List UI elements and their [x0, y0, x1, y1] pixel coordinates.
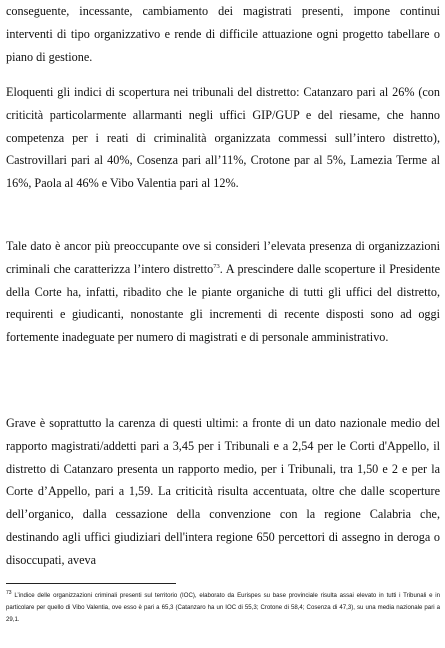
footnote-number: 73	[6, 589, 12, 596]
footnote-separator	[6, 583, 176, 584]
footnote-73	[6, 590, 440, 627]
paragraph-3	[6, 235, 440, 349]
footnote-reference-73[interactable]: 73	[213, 262, 220, 270]
footnote-text: L’indice delle organizzazioni criminali presenti sul territorio (IOC), elaborato da Eurispes su base provinciale risulta assai elevato in tutti i Tribunali e in particolare per quello di Vibo Valentia, ove esso è pari a 65,3 (Catanzaro ha un IOC di 55,3; Crotone di 58,4; Cosenza di 47,3), su una media nazionale pari a 29,1.	[6, 592, 440, 624]
paragraph-4: Grave è soprattutto la carenza di questi ultimi: a fronte di un dato nazionale medio del rapporto magistrati/addetti pari a 3,45 per i Tribunali e a 2,54 per le Corti d'Appello, il distretto di Catanzaro presenta un rapporto medio, per i Tribunali, tra 1,50 e 2 e per la Corte d’Appello, pari a 1,59. La criticità risulta accentuata, oltre che dalle scoperture dell’organico, dalla cessazione della convenzione con la regione Calabria che, destinando agli uffici giudiziari dell'intera regione 650 percettori di assegno in deroga o disoccupati, aveva	[6, 416, 440, 567]
paragraph-3-text-start: Tale dato è ancor più preoccupante ove si consideri l’elevata presenza di organizzazioni criminali che caratterizza l’intero distretto	[6, 239, 440, 276]
paragraph-1: conseguente, incessante, cambiamento dei magistrati presenti, impone continui interventi di tipo organizzativo e rende di difficile attuazione ogni progetto tabellare o piano di gestione.	[6, 4, 440, 64]
paragraph-3-text-end: . A prescindere dalle scoperture il Presidente della Corte ha, infatti, ribadito che le piante organiche di tutti gli uffici del distretto, requirenti e giudicanti, nonostante gli incrementi di recente disposti sono ad oggi fortemente inadeguate per numero di magistrati e di personale amministrativo.	[6, 261, 440, 345]
paragraph-2: Eloquenti gli indici di scopertura nei tribunali del distretto: Catanzaro pari al 26% (con criticità particolarmente allarmanti negli uffici GIP/GUP e del riesame, che hanno competenza per i reati di criminalità organizzata commessi sull’intero distretto), Castrovillari pari al 40%, Cosenza pari all’11%, Crotone par al 5%, Lamezia Terme al 16%, Paola al 46% e Vibo Valentia pari al 12%.	[6, 85, 440, 191]
